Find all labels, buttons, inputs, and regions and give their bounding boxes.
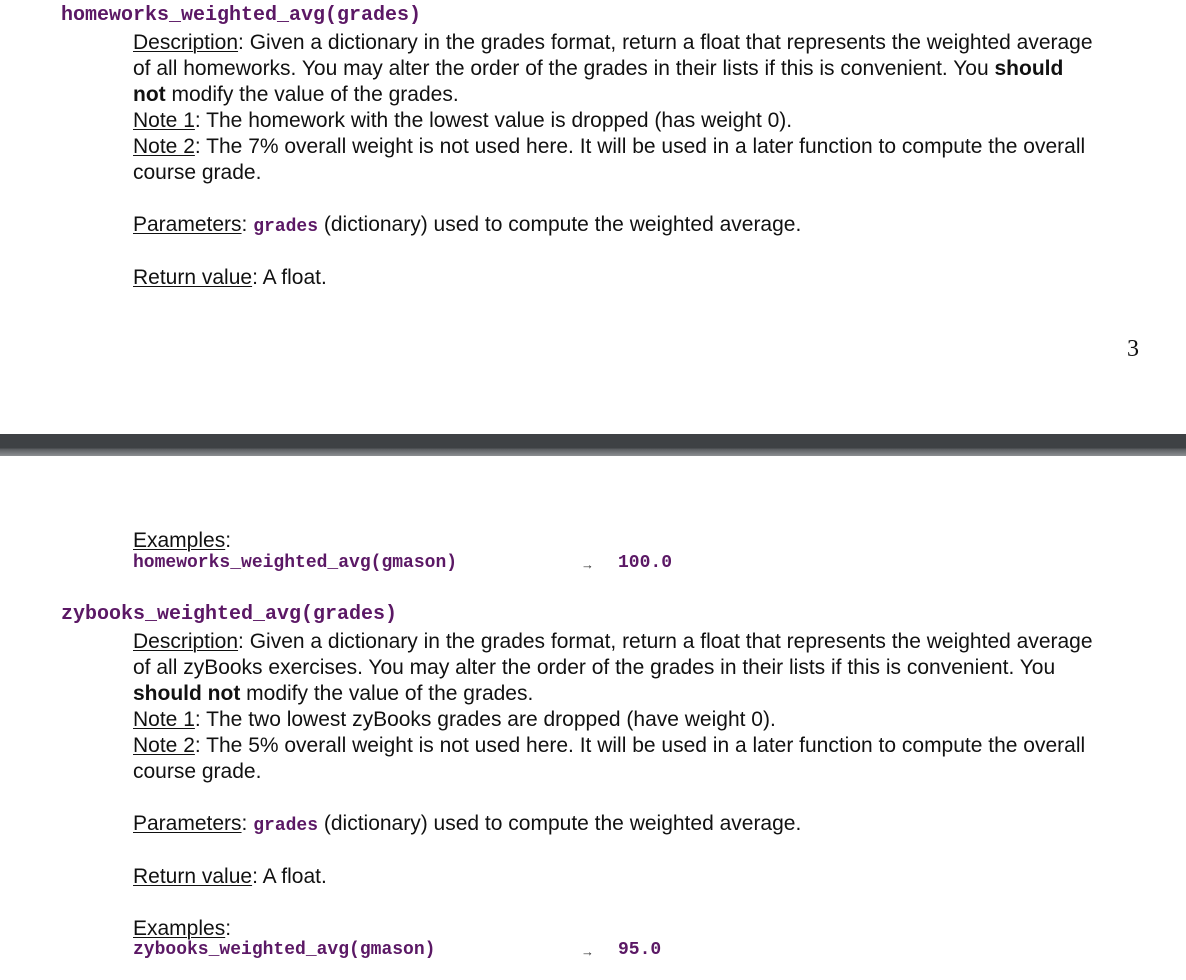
- note-1-label: Note 1: [133, 708, 195, 731]
- return-value-text: A float.: [262, 865, 327, 888]
- description-label: Description: [133, 630, 239, 653]
- description-line-1: Description: Given a dictionary in the grades format, return a float that represents the weighted average: [133, 630, 1093, 653]
- description-line-1: Description: Given a dictionary in the grades format, return a float that represents the weighted average: [133, 31, 1093, 54]
- example-call: zybooks_weighted_avg(gmason): [133, 940, 436, 960]
- description-text: modify the value of the grades.: [240, 682, 534, 705]
- example-call: homeworks_weighted_avg(gmason): [133, 553, 458, 573]
- examples-label: Examples: [133, 917, 226, 940]
- arrow-icon: →: [581, 557, 594, 572]
- parameters-text: (dictionary) used to compute the weighted average.: [318, 213, 802, 236]
- description-text: Given a dictionary in the grades format, return a float that represents the weighted average: [249, 630, 1093, 653]
- examples-heading: Examples:: [133, 917, 232, 940]
- note-1-text: The two lowest zyBooks grades are dropped (have weight 0).: [206, 708, 776, 731]
- page-divider: [0, 434, 1186, 456]
- return-value-label: Return value: [133, 266, 253, 289]
- return-value: Return value: A float.: [133, 266, 327, 289]
- note-2-label: Note 2: [133, 135, 195, 158]
- description-text: of all homeworks. You may alter the order of the grades in their lists if this is convenient. You: [133, 57, 995, 80]
- parameters: Parameters: grades (dictionary) used to compute the weighted average.: [133, 213, 802, 237]
- examples-heading: Examples:: [133, 529, 232, 552]
- emphasis-not: not: [133, 83, 166, 106]
- function-signature-zybooks: zybooks_weighted_avg(grades): [61, 603, 398, 626]
- note-2-line-2: course grade.: [133, 161, 262, 184]
- function-signature-homeworks: homeworks_weighted_avg(grades): [61, 4, 422, 27]
- note-2-label: Note 2: [133, 734, 195, 757]
- return-value-text: A float.: [262, 266, 327, 289]
- arrow-icon: →: [581, 944, 594, 959]
- return-value: Return value: A float.: [133, 865, 327, 888]
- description-text: Given a dictionary in the grades format, return a float that represents the weighted average: [249, 31, 1093, 54]
- description-text: modify the value of the grades.: [165, 83, 459, 106]
- note-1: Note 1: The two lowest zyBooks grades are dropped (have weight 0).: [133, 708, 776, 731]
- note-1-text: The homework with the lowest value is dropped (has weight 0).: [206, 109, 793, 132]
- note-2-line-1: Note 2: The 5% overall weight is not used here. It will be used in a later function to compute the overall: [133, 734, 1086, 757]
- emphasis-should-not: should not: [133, 682, 241, 705]
- examples-label: Examples: [133, 529, 226, 552]
- parameters-code: grades: [253, 217, 319, 237]
- description-line-3: [133, 82, 459, 108]
- note-2-text: The 7% overall weight is not used here. It will be used in a later function to compute the overall: [206, 135, 1086, 158]
- note-1-label: Note 1: [133, 109, 195, 132]
- parameters-text: (dictionary) used to compute the weighted average.: [318, 812, 802, 835]
- parameters-code: grades: [253, 816, 319, 836]
- emphasis-should: should: [994, 57, 1064, 80]
- parameters-label: Parameters: [133, 812, 242, 835]
- example-result: 95.0: [618, 940, 662, 960]
- parameters: Parameters: grades (dictionary) used to compute the weighted average.: [133, 812, 802, 836]
- note-1: Note 1: The homework with the lowest value is dropped (has weight 0).: [133, 109, 793, 132]
- example-result: 100.0: [618, 553, 673, 573]
- note-2-line-2: course grade.: [133, 760, 262, 783]
- note-2-line-1: Note 2: The 7% overall weight is not used here. It will be used in a later function to compute the overall: [133, 135, 1086, 158]
- description-label: Description: [133, 31, 239, 54]
- parameters-label: Parameters: [133, 213, 242, 236]
- description-line-3: [133, 681, 533, 707]
- description-line-2: of all zyBooks exercises. You may alter the order of the grades in their lists if this is convenient. You: [133, 656, 1056, 679]
- page-number: 3: [1127, 336, 1139, 362]
- description-line-2: [133, 56, 1063, 82]
- return-value-label: Return value: [133, 865, 253, 888]
- note-2-text: The 5% overall weight is not used here. It will be used in a later function to compute the overall: [206, 734, 1086, 757]
